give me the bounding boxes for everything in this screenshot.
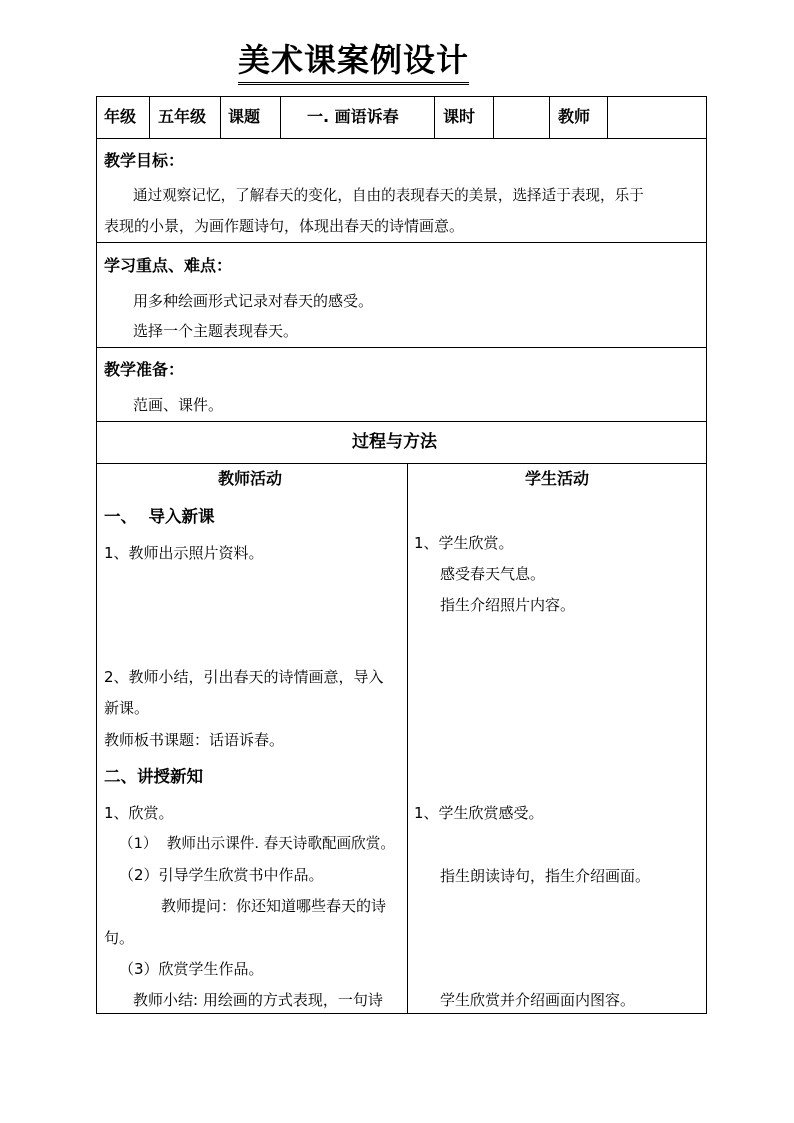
teacher-activity-item: 句。 (104, 929, 135, 947)
page-title: 美术课案例设计 (238, 40, 469, 85)
preparation-heading: 教学准备： (104, 360, 185, 379)
key-point-item: 选择一个主题表现春天。 (133, 322, 299, 340)
grade-value: 五年级 (158, 107, 207, 126)
key-point-item: 用多种绘画形式记录对春天的感受。 (133, 292, 374, 310)
preparation-text: 范画、课件。 (133, 396, 224, 414)
teacher-activity-item: 1、教师出示照片资料。 (104, 544, 264, 562)
row-divider (96, 138, 707, 139)
teacher-activity-header: 教师活动 (218, 469, 283, 488)
topic-value: 一. 画语诉春 (307, 107, 399, 126)
teacher-label: 教师 (558, 107, 591, 126)
student-activity-item: 指生朗读诗句，指生介绍画面。 (440, 867, 651, 885)
objectives-text: 通过观察记忆，了解春天的变化，自由的表现春天的美景，选择适于表现，乐于 (133, 187, 644, 204)
teacher-activity-item: 教师提问：你还知道哪些春天的诗 (161, 897, 387, 915)
col-divider (407, 463, 408, 1014)
student-activity-header: 学生活动 (525, 469, 590, 488)
teacher-activity-item: （3）欣赏学生作品。 (119, 960, 264, 978)
student-activity-item: 1、学生欣赏。 (414, 534, 514, 552)
col-divider (549, 96, 550, 138)
process-heading: 过程与方法 (352, 432, 437, 452)
student-activity-item: 指生介绍照片内容。 (440, 596, 576, 614)
row-divider (96, 242, 707, 243)
col-divider (493, 96, 494, 138)
topic-label: 课题 (228, 107, 261, 126)
teacher-activity-item: 新课。 (104, 699, 150, 717)
col-divider (434, 96, 435, 138)
col-divider (149, 96, 150, 138)
student-activity-item: 学生欣赏并介绍画面内图容。 (440, 991, 636, 1009)
objectives-text: 表现的小景，为画作题诗句，体现出春天的诗情画意。 (104, 217, 465, 235)
period-label: 课时 (443, 107, 476, 126)
teacher-activity-item: 1、欣赏。 (104, 804, 174, 822)
teacher-activity-item: （2）引导学生欣赏书中作品。 (119, 866, 324, 884)
teacher-activity-item: 教师板书课题：话语诉春。 (104, 731, 285, 749)
row-divider (96, 421, 707, 422)
teacher-activity-item: 教师小结: 用绘画的方式表现，一句诗 (133, 991, 383, 1009)
col-divider (607, 96, 608, 138)
student-activity-item: 感受春天气息。 (440, 565, 546, 583)
row-divider (96, 463, 707, 464)
teacher-activity-item: 2、教师小结，引出春天的诗情画意，导入 (104, 668, 384, 686)
section-heading: 一、 导入新课 (104, 507, 215, 526)
col-divider (280, 96, 281, 138)
teacher-activity-item: （1） 教师出示课件. 春天诗歌配画欣赏。 (119, 835, 395, 852)
objectives-heading: 教学目标： (104, 151, 185, 170)
col-divider (220, 96, 221, 138)
grade-label: 年级 (104, 107, 137, 126)
section-heading: 二、讲授新知 (104, 767, 203, 786)
key-points-heading: 学习重点、难点： (104, 256, 233, 275)
student-activity-item: 1、学生欣赏感受。 (414, 804, 544, 822)
row-divider (96, 347, 707, 348)
